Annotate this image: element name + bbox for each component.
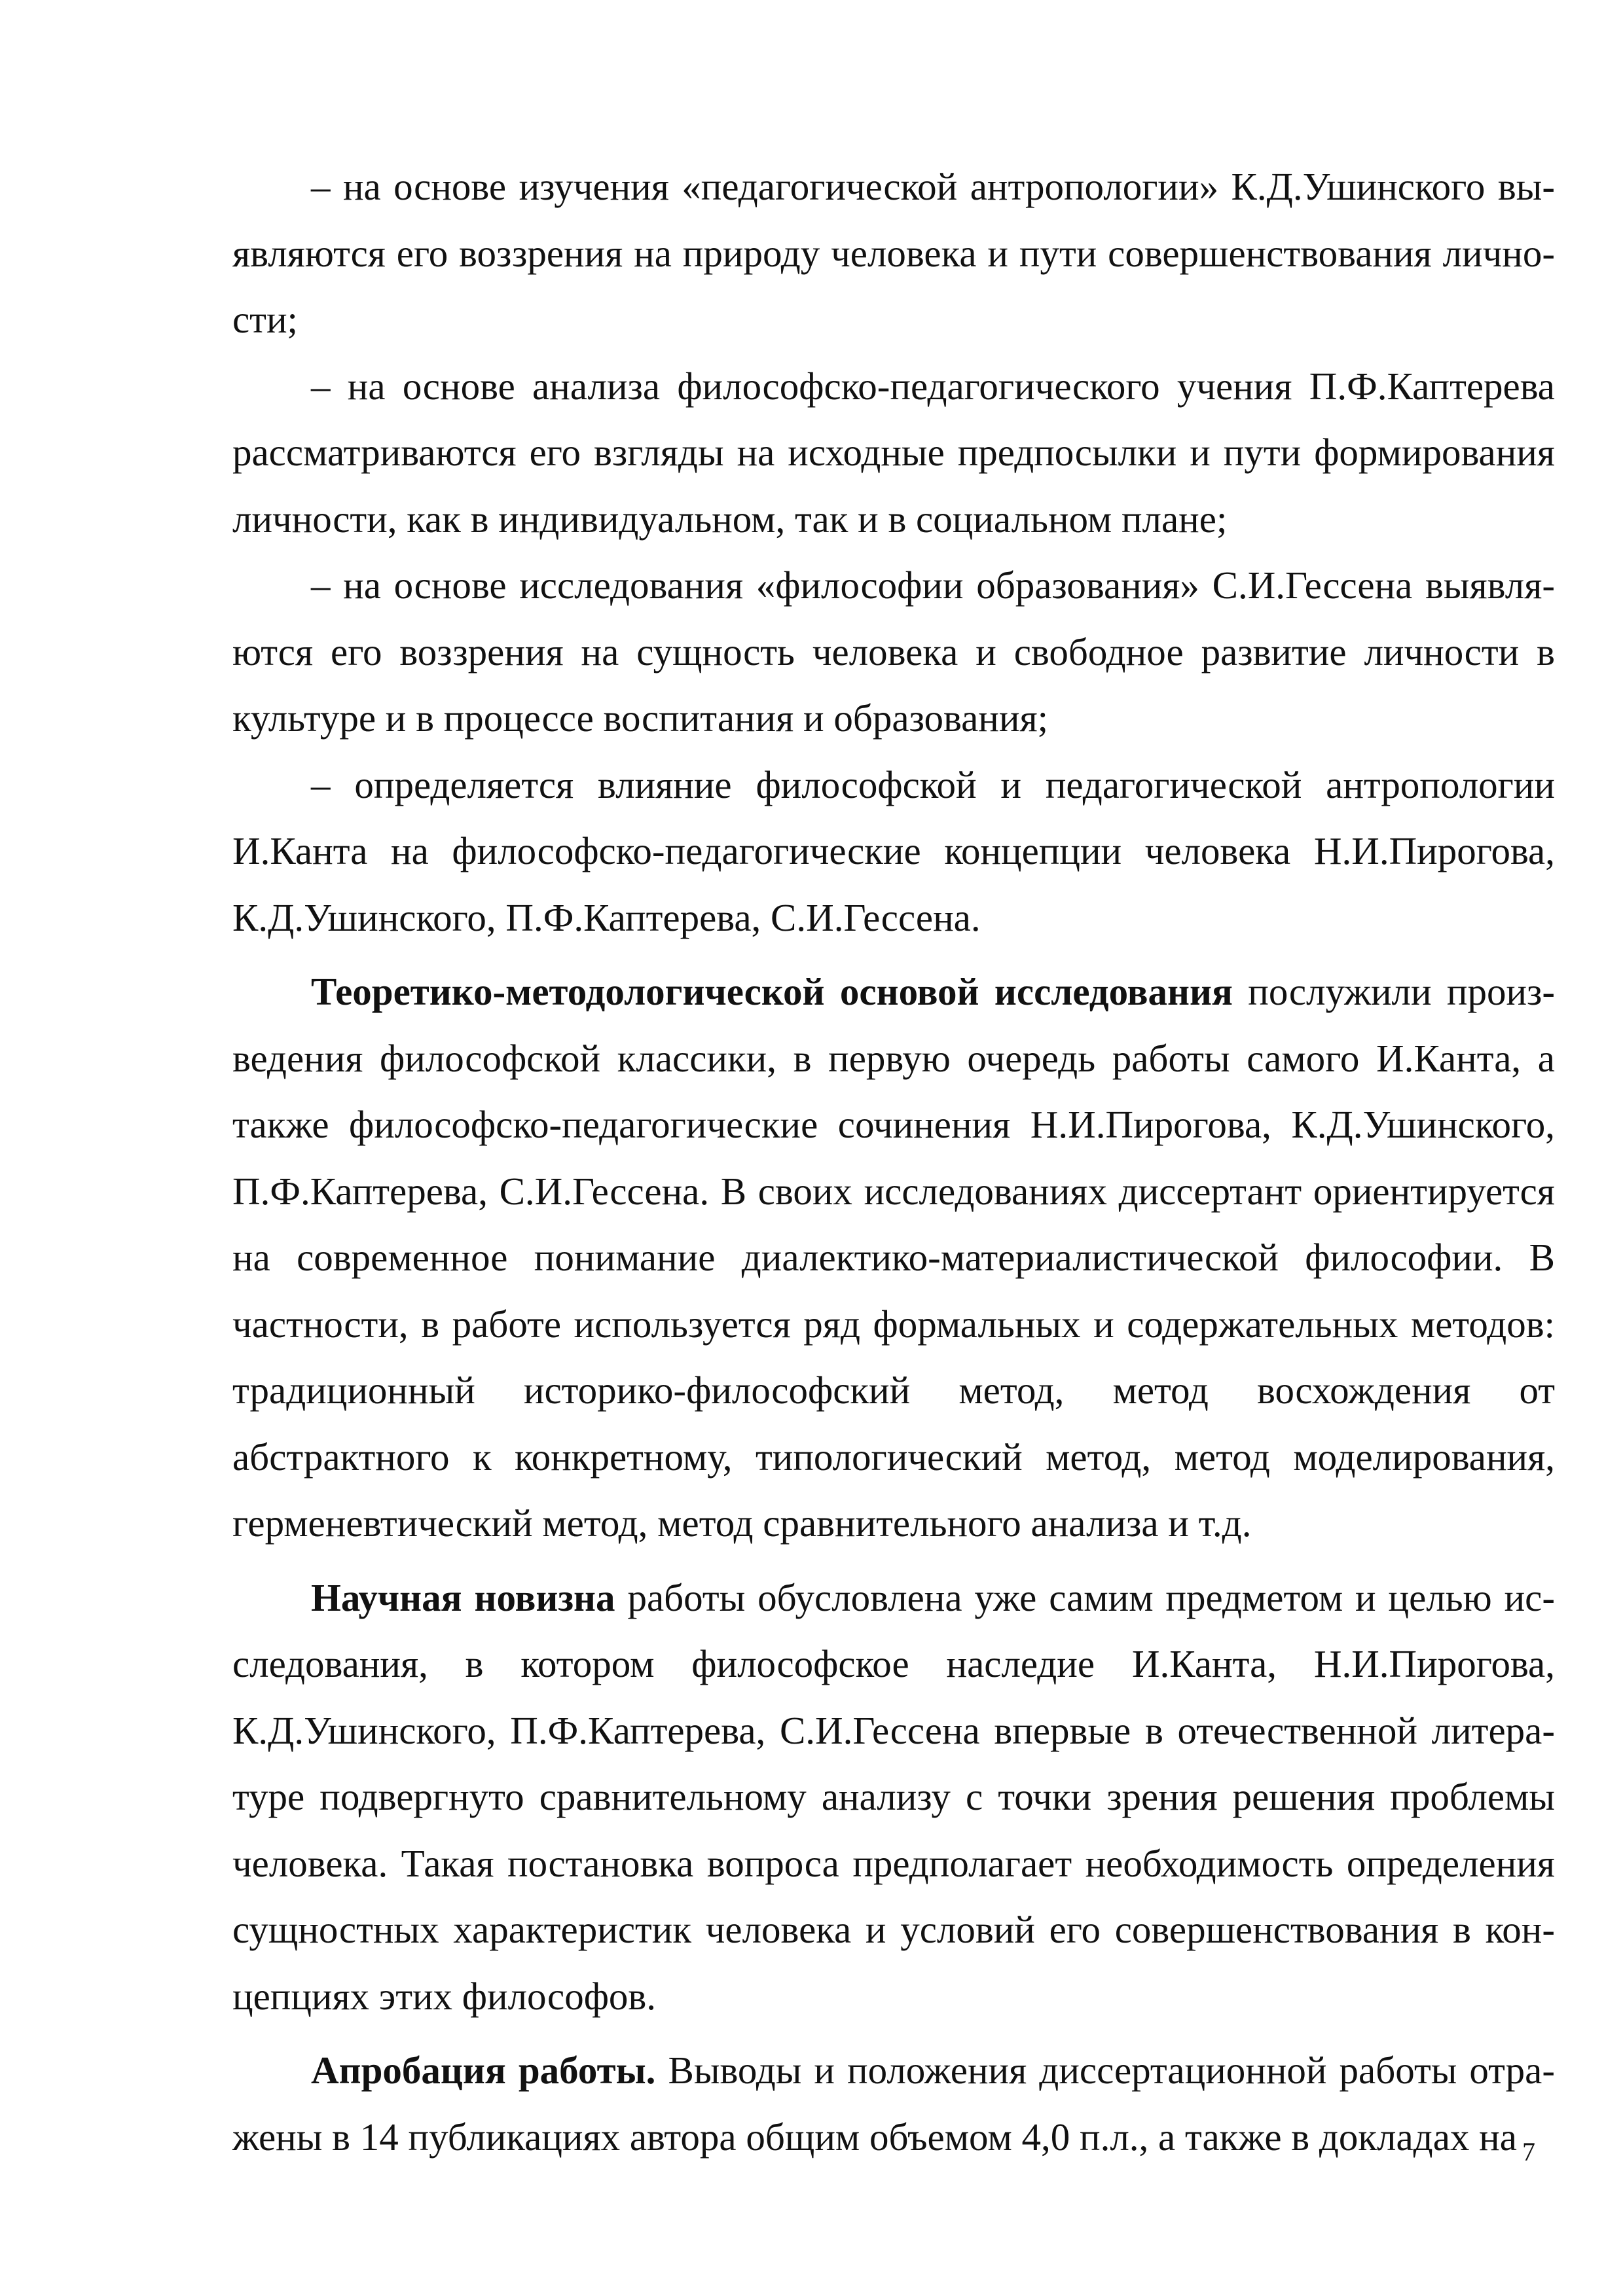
- paragraph-gessen: [232, 552, 1555, 752]
- paragraph-methodology: [232, 959, 1555, 1557]
- paragraph-kapterev: [232, 353, 1555, 553]
- paragraph-heading: Теоретико-методологической основой исследования: [311, 970, 1233, 1013]
- paragraph-kant-influence: [232, 752, 1555, 952]
- paragraph-novelty: [232, 1565, 1555, 2030]
- paragraph-heading: Апробация работы.: [311, 2049, 656, 2092]
- paragraph-text: Выводы и положения диссертационной работы отражены в 14 публикациях автора общим объемом 4,0 п.л., а также в докладах на: [232, 2049, 1555, 2159]
- page-number: 7: [1522, 2137, 1535, 2166]
- paragraph-text: – на основе анализа философско-педагогического учения П.Ф.Каптерева рассматриваются его взгляды на исходные предпосылки и пути формирования личности, как в индивидуальном, так и в социальном плане;: [232, 364, 1555, 541]
- paragraph-ushinsky: [232, 154, 1555, 353]
- document-page: [232, 154, 1555, 2170]
- paragraph-text: – на основе изучения «педагогической антропологии» К.Д.Ушинского выявляются его воззрения на природу человека и пути совершенствования личности;: [232, 165, 1555, 341]
- paragraph-text: – на основе исследования «философии образования» С.И.Гессена выявляются его воззрения на сущность человека и свободное развитие личности в культуре и в процессе воспитания и образования;: [232, 564, 1555, 740]
- paragraph-text: работы обусловлена уже самим предметом и целью исследования, в котором философское наследие И.Канта, Н.И.Пирогова, К.Д.Ушинского, П.Ф.Каптерева, С.И.Гессена впервые в отечественной литературе подвергнуто сравнительному анализу с точки зрения решения проблемы человека. Такая постановка вопроса предполагает необходимость определения сущностных характеристик человека и условий его совершенствования в концепциях этих философов.: [232, 1575, 1556, 2018]
- paragraph-text: послужили произведения философской классики, в первую очередь работы самого И.Канта, а также философско-педагогические сочинения Н.И.Пирогова, К.Д.Ушинского, П.Ф.Каптерева, С.И.Гессена. В своих исследованиях диссертант ориентируется на современное понимание диалектико-материалистической философии. В частности, в работе используется ряд формальных и содержательных методов: традиционный историко-философский метод, метод восхождения от абстрактного к конкретному, типологический метод, метод моделирования, герменевтический метод, метод сравнительного анализа и т.д.: [232, 970, 1555, 1545]
- paragraph-approbation: [232, 2037, 1555, 2170]
- paragraph-heading: Научная новизна: [311, 1575, 615, 1619]
- paragraph-text: – определяется влияние философской и педагогической антропологии И.Канта на философско-педагогические концепции человека Н.И.Пирогова, К.Д.Ушинского, П.Ф.Каптерева, С.И.Гессена.: [232, 762, 1555, 939]
